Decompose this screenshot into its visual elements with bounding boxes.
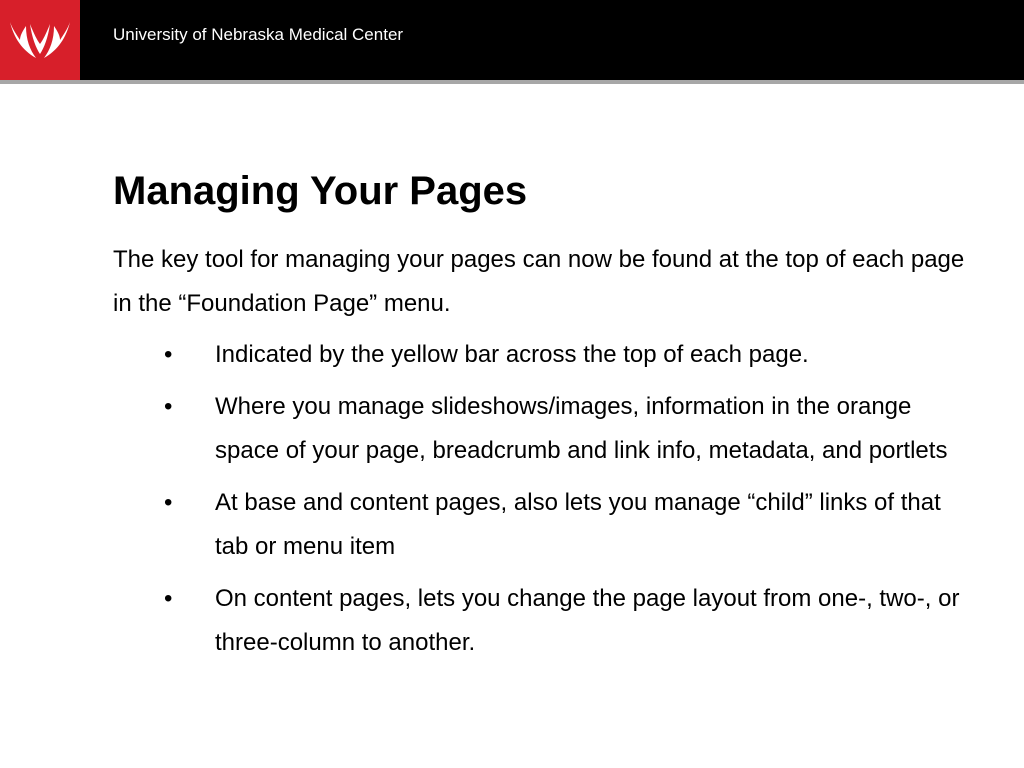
unmc-logo-icon [0, 0, 80, 80]
bullet-item [0, 385, 960, 473]
bullet-marker: • [164, 341, 173, 368]
bullet-item [0, 481, 960, 569]
bullet-marker: • [164, 585, 173, 612]
header-divider [0, 80, 1024, 84]
bullet-list [0, 333, 1024, 673]
bullet-text: Indicated by the yellow bar across the top of each page. [215, 341, 809, 368]
bullet-text: At base and content pages, also lets you manage “child” links of that tab or menu item [215, 489, 941, 560]
unmc-logo-graphic [0, 0, 80, 80]
bullet-text: Where you manage slideshows/images, information in the orange space of your page, breadcrumb and link info, metadata, and portlets [215, 393, 948, 464]
header-bar [0, 0, 1024, 80]
bullet-text: On content pages, lets you change the page layout from one-, two-, or three-column to another. [215, 585, 960, 656]
bullet-item [0, 577, 960, 665]
slide-title: Managing Your Pages [113, 169, 528, 213]
intro-paragraph: The key tool for managing your pages can now be found at the top of each page in the “Foundation Page” menu. [113, 246, 965, 317]
bullet-item [0, 333, 960, 377]
org-name: University of Nebraska Medical Center [113, 25, 404, 44]
bullet-marker: • [164, 489, 173, 516]
bullet-marker: • [164, 393, 173, 420]
